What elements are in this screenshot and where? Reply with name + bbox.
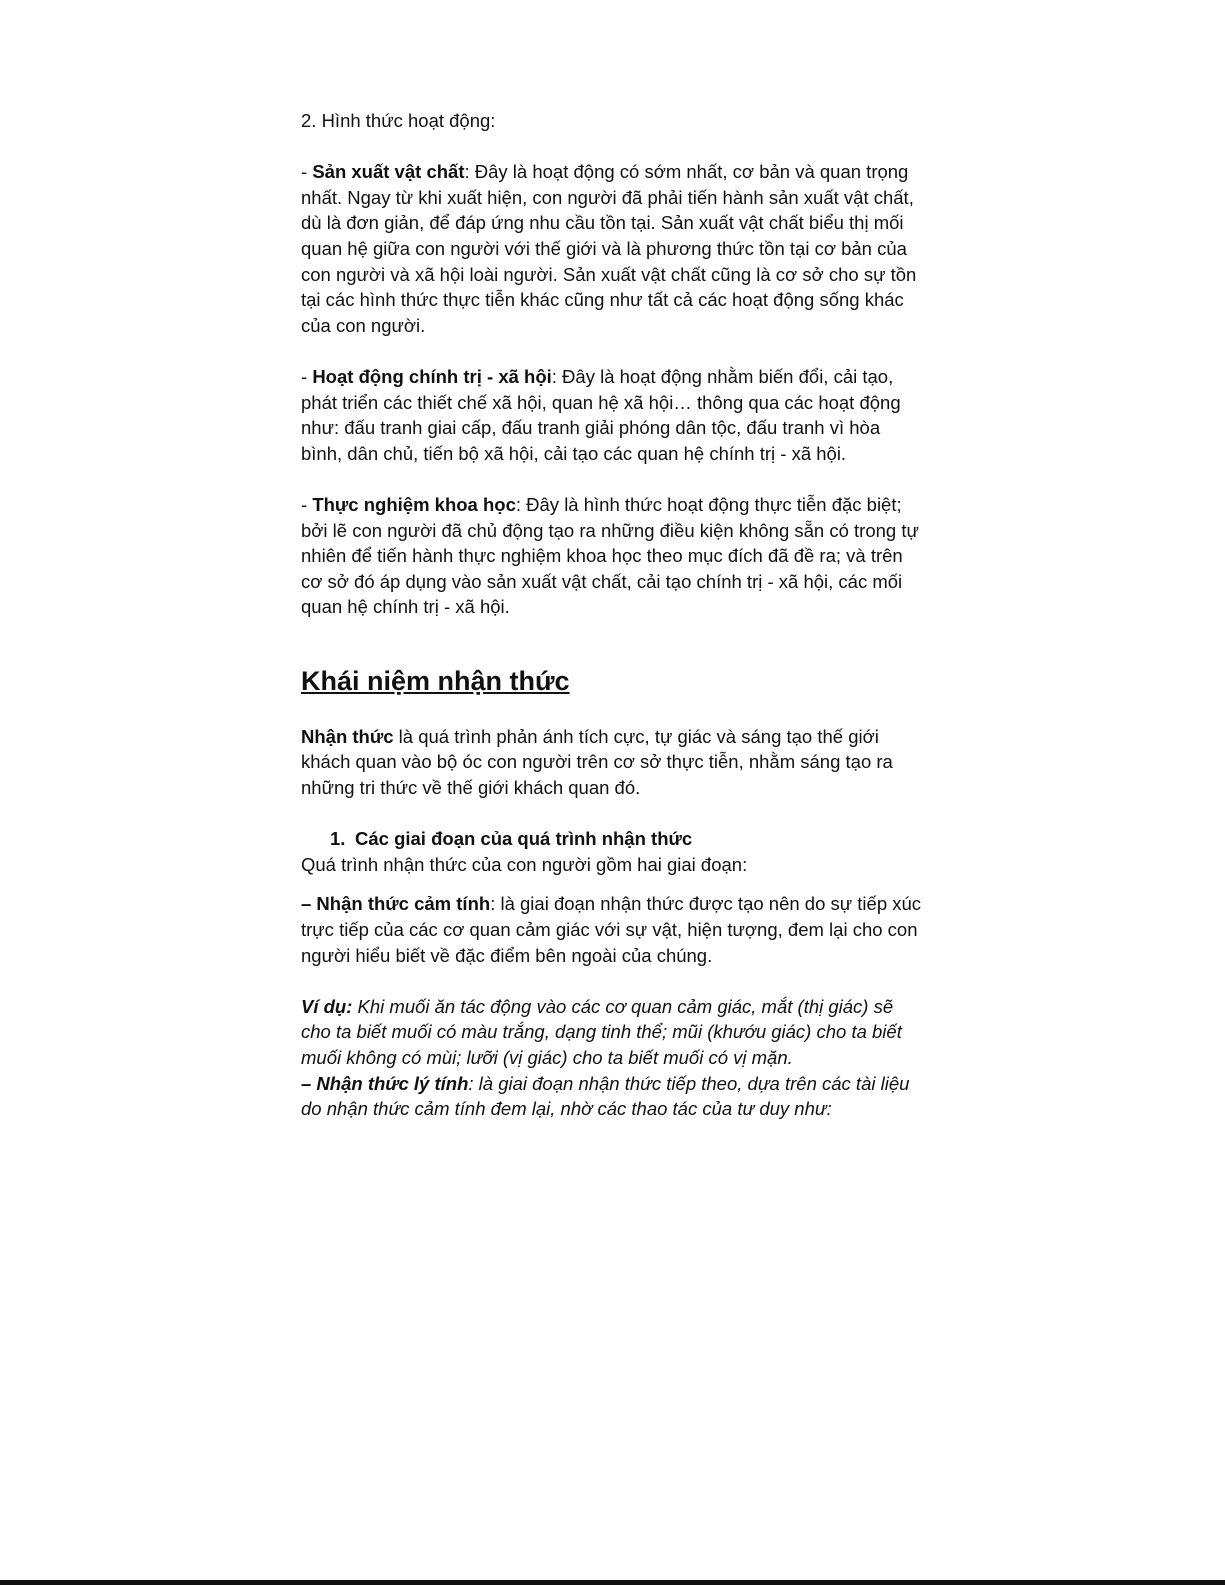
text-chinh-tri: : Đây là hoạt động nhằm biến đổi, cải tạo, phát triển các thiết chế xã hội, quan hệ xã hội… thông qua các hoạt động như: đấu tranh giai cấp, đấu tranh giải phóng dân tộc, đấu tranh vì hòa bình, dân chủ, tiến bộ xã hội, cải tạo các quan hệ chính trị - xã hội. (301, 365, 901, 464)
document-page (301, 108, 926, 1122)
text-ly-tinh: : là giai đoạn nhận thức tiếp theo, dựa trên các tài liệu do nhận thức cảm tính đem lại, nhờ các thao tác của tư duy như: (301, 1072, 910, 1120)
paragraph-intro: Quá trình nhận thức của con người gồm hai giai đoạn: (301, 853, 748, 875)
heading-khai-niem: Khái niệm nhận thức (301, 665, 570, 696)
bottom-border (0, 1580, 1225, 1585)
term-nhan-thuc: Nhận thức (301, 725, 394, 747)
paragraph-san-xuat (301, 159, 926, 338)
example-text: Khi muối ăn tác động vào các cơ quan cảm giác, mắt (thị giác) sẽ cho ta biết muối có màu trắng, dạng tinh thể; mũi (khướu giác) cho ta biết muối không có mùi; lưỡi (vị giác) cho ta biết muối có vị mặn. (301, 995, 902, 1068)
numbered-item-number: 1. (330, 828, 346, 850)
dash: - (301, 161, 313, 183)
paragraph-chinh-tri (301, 364, 926, 466)
term-cam-tinh: – Nhận thức cảm tính (301, 893, 491, 915)
numbered-item-text: Các giai đoạn của quá trình nhận thức (355, 828, 693, 850)
section-title: 2. Hình thức hoạt động: (301, 110, 496, 131)
paragraph-definition (301, 724, 926, 801)
text-san-xuat: : Đây là hoạt động có sớm nhất, cơ bản và quan trọng nhất. Ngay từ khi xuất hiện, con người đã phải tiến hành sản xuất vật chất, dù là đơn giản, để đáp ứng nhu cầu tồn tại. Sản xuất vật chất biểu thị mối quan hệ giữa con người với thế giới và là phương thức tồn tại cơ bản của con người và xã hội loài người. Sản xuất vật chất cũng là cơ sở cho sự tồn tại các hình thức thực tiễn khác cũng như tất cả các hoạt động sống khác của con người. (301, 161, 917, 336)
paragraph-example (301, 994, 926, 1071)
term-thuc-nghiem: Thực nghiệm khoa học (312, 493, 516, 515)
term-chinh-tri: Hoạt động chính trị - xã hội (312, 365, 552, 387)
dash: - (301, 365, 313, 387)
numbered-item (301, 826, 926, 852)
text-cam-tinh: : là giai đoạn nhận thức được tạo nên do sự tiếp xúc trực tiếp của các cơ quan cảm giác với sự vật, hiện tượng, đem lại cho con người hiểu biết về đặc điểm bên ngoài của chúng. (301, 893, 922, 966)
example-label: Ví dụ: (301, 995, 353, 1017)
text-definition: là quá trình phản ánh tích cực, tự giác và sáng tạo thế giới khách quan vào bộ óc con người trên cơ sở thực tiễn, nhằm sáng tạo ra những tri thức về thế giới khách quan đó. (301, 725, 893, 799)
paragraph-thuc-nghiem (301, 492, 926, 620)
term-ly-tinh: – Nhận thức lý tính (301, 1072, 469, 1094)
dash: - (301, 493, 313, 515)
term-san-xuat: Sản xuất vật chất (312, 161, 465, 183)
text-thuc-nghiem: : Đây là hình thức hoạt động thực tiễn đặc biệt; bởi lẽ con người đã chủ động tạo ra những điều kiện không sẵn có trong tự nhiên để tiến hành thực nghiệm khoa học theo mục đích đã đề ra; và trên cơ sở đó áp dụng vào sản xuất vật chất, cải tạo chính trị - xã hội, các mối quan hệ chính trị - xã hội. (301, 493, 919, 618)
paragraph-stage2 (301, 1071, 926, 1122)
paragraph-stage1 (301, 891, 926, 968)
